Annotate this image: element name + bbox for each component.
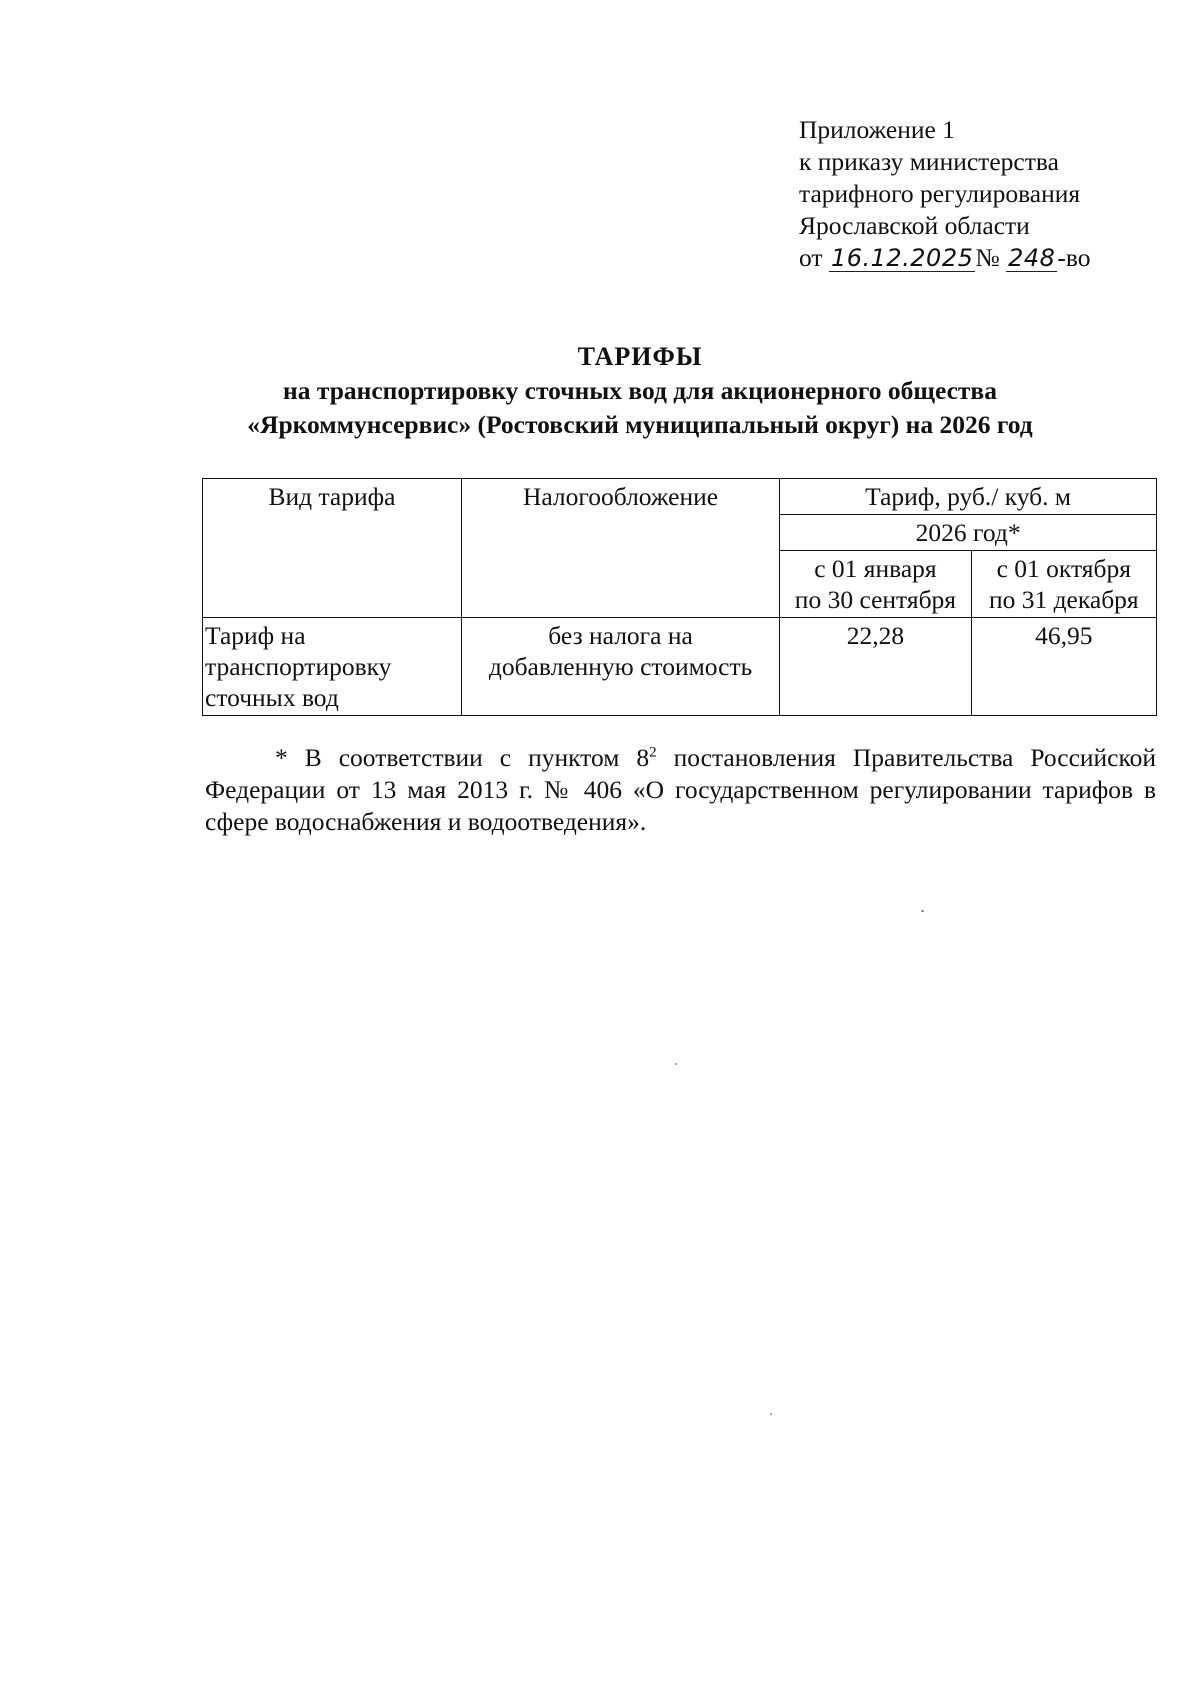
header-tariff-type: Вид тарифа <box>203 479 462 618</box>
period-2-start: с 01 октября <box>996 554 1131 583</box>
number-suffix: -во <box>1057 243 1091 272</box>
scan-speck <box>770 1413 772 1415</box>
cell-tariff-type-line1: Тариф на <box>205 621 306 650</box>
cell-taxation <box>461 618 779 716</box>
date-prefix: от <box>799 243 823 272</box>
period-1-start: с 01 января <box>814 554 937 583</box>
footnote-text-end: постановления Правительства Российской Федерации от 13 мая 2013 г. № 406 «О государственном регулировании тарифов в сфере водоснабжения и водоотведения». <box>205 743 1156 836</box>
footnote <box>205 742 1156 838</box>
footnote-paragraph <box>205 742 1156 838</box>
title-subtitle-line1: на транспортировку сточных вод для акционерного общества <box>283 376 997 405</box>
table-row <box>203 618 1157 716</box>
header-year: 2026 год* <box>780 515 1157 551</box>
cell-value-period-1: 22,28 <box>780 618 971 716</box>
scan-speck <box>675 1063 677 1065</box>
cell-value-period-2: 46,95 <box>971 618 1156 716</box>
footnote-text-start: * В соответствии с пунктом 8 <box>275 743 650 772</box>
appendix-title: Приложение 1 <box>799 115 955 144</box>
cell-taxation-line1: без налога на <box>548 621 693 650</box>
cell-tariff-type-line2: транспортировку <box>205 652 392 681</box>
document-title <box>200 340 1080 442</box>
table-header-row <box>203 479 1157 515</box>
header-period-2 <box>971 551 1156 618</box>
footnote-superscript: 2 <box>649 744 657 761</box>
cell-tariff-type <box>203 618 462 716</box>
handwritten-date: 16.12.2025 <box>830 244 974 272</box>
number-sign: № <box>975 243 1000 272</box>
cell-tariff-type-line3: сточных вод <box>205 683 339 712</box>
header-tariff-unit: Тариф, руб./ куб. м <box>780 479 1157 515</box>
appendix-block <box>799 114 1091 274</box>
handwritten-number: 248 <box>1008 244 1056 272</box>
appendix-order-line: к приказу министерства <box>799 147 1059 176</box>
scan-speck <box>921 910 924 912</box>
header-period-1 <box>780 551 971 618</box>
title-subtitle-line2: «Яркоммунсервис» (Ростовский муниципальный округ) на 2026 год <box>247 410 1033 439</box>
appendix-ministry-line: тарифного регулирования <box>799 179 1081 208</box>
cell-taxation-line2: добавленную стоимость <box>488 652 753 681</box>
title-main: ТАРИФЫ <box>577 342 703 371</box>
appendix-date-line <box>799 242 1091 274</box>
header-taxation: Налогообложение <box>461 479 779 618</box>
period-1-end: по 30 сентября <box>794 585 957 614</box>
tariff-table <box>202 478 1157 716</box>
period-2-end: по 31 декабря <box>988 585 1139 614</box>
appendix-region-line: Ярославской области <box>799 211 1030 240</box>
